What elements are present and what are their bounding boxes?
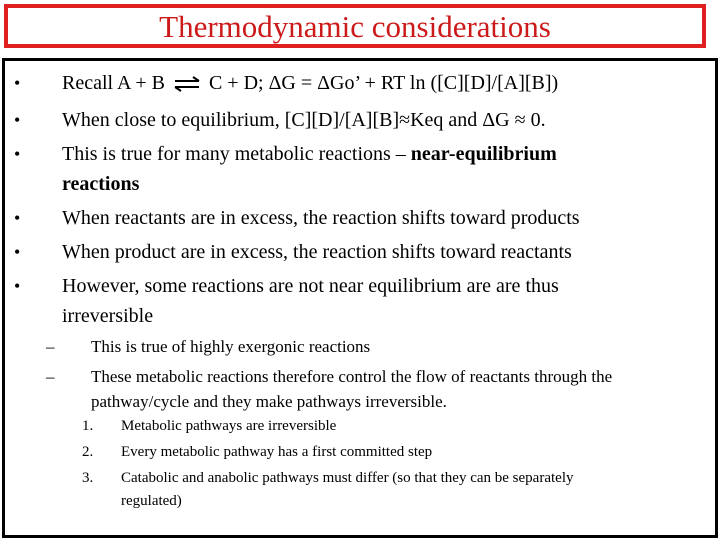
bullet-reactants-excess: When reactants are in excess, the reaction shifts toward products (62, 207, 580, 229)
bullet-marker: • (14, 110, 21, 130)
equilibrium-arrows-icon (172, 76, 202, 92)
numbered-item-committed-step: Every metabolic pathway has a first committed step (121, 444, 433, 460)
bullet-near-eq-text: This is true for many metabolic reactions – (62, 143, 411, 165)
bullet-irreversible (62, 271, 702, 331)
numbered-marker: 1. (82, 418, 94, 434)
sub-bullet-marker: – (46, 367, 55, 386)
numbered-item-catabolic-anabolic (121, 467, 711, 513)
bullet-recall (62, 68, 702, 98)
bullet-irreversible-line2: irreversible (62, 305, 154, 327)
numbered-marker: 3. (82, 470, 94, 486)
bullet-marker: • (14, 208, 21, 228)
numbered-marker: 2. (82, 444, 94, 460)
numbered-item-3-line1: Catabolic and anabolic pathways must differ (so that they can be separately (121, 470, 574, 486)
bullet-near-eq-bold: near-equilibrium (410, 143, 557, 165)
bullet-near-eq-bold-2: reactions (62, 173, 140, 195)
title-box (4, 4, 706, 48)
bullet-recall-text-a: Recall A + B (62, 72, 165, 94)
numbered-item-irreversible: Metabolic pathways are irreversible (121, 418, 337, 434)
bullet-marker: • (14, 242, 21, 262)
bullet-marker: • (14, 276, 21, 296)
numbered-item-3-line2: regulated) (121, 493, 182, 509)
bullet-recall-text-b: C + D; ΔG = ΔGo’ + RT ln ([C][D]/[A][B]) (208, 72, 559, 94)
sub-bullet-control-line2: pathway/cycle and they make pathways irreversible. (91, 392, 447, 411)
sub-bullet-exergonic: This is true of highly exergonic reactions (91, 337, 371, 356)
bullet-marker: • (14, 73, 21, 93)
bullet-equilibrium: When close to equilibrium, [C][D]/[A][B]≈Keq and ΔG ≈ 0. (62, 109, 546, 131)
slide-title: Thermodynamic considerations (159, 8, 551, 44)
sub-bullet-marker: – (46, 337, 55, 356)
sub-bullet-control-flow (91, 364, 711, 414)
sub-bullet-control-line1: These metabolic reactions therefore control the flow of reactants through the (91, 367, 613, 386)
bullet-product-excess: When product are in excess, the reaction shifts toward reactants (62, 241, 572, 263)
bullet-marker: • (14, 144, 21, 164)
bullet-irreversible-line1: However, some reactions are not near equilibrium are are thus (62, 275, 559, 297)
bullet-near-equilibrium (62, 139, 702, 199)
